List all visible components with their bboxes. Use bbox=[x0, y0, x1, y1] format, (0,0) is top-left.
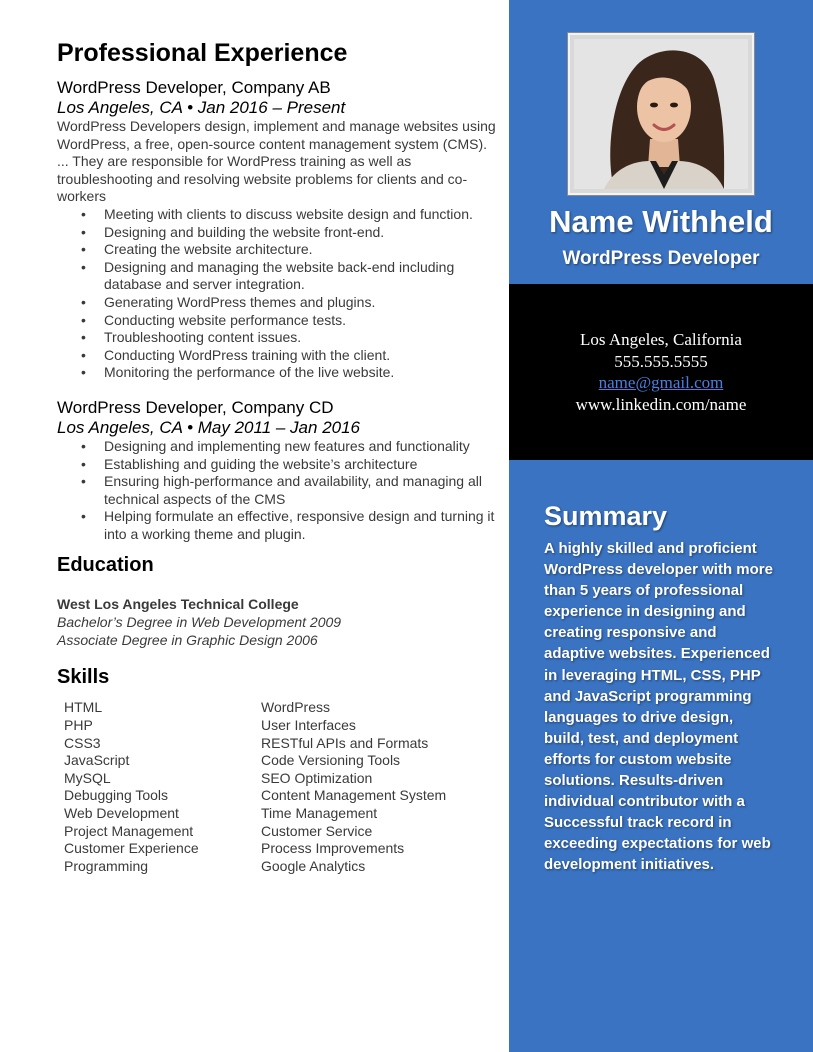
contact-phone: 555.555.5555 bbox=[614, 351, 708, 371]
list-item: • Conducting website performance tests. bbox=[81, 311, 347, 328]
job-description: WordPress Developers design, implement and manage websites using WordPress, a free, open-source content management system (CMS). ... They are responsible for WordPress training as well as troubleshooting and resolving website problems for clients and co-workers bbox=[57, 118, 496, 205]
skills-column-1 bbox=[64, 699, 261, 875]
portrait-photo-icon bbox=[574, 39, 748, 189]
skill-item: Code Versioning Tools bbox=[261, 752, 401, 769]
job-title: WordPress Developer, Company AB bbox=[57, 78, 331, 97]
job-entry bbox=[57, 78, 497, 382]
bullet-icon: • bbox=[81, 473, 86, 490]
skills-grid bbox=[57, 699, 497, 875]
skill-item: WordPress bbox=[261, 699, 330, 716]
list-item: • Designing and building the website front-end. bbox=[81, 223, 385, 240]
bullet-icon: • bbox=[81, 346, 86, 363]
bullet-icon: • bbox=[81, 329, 86, 346]
skill-item: PHP bbox=[64, 717, 93, 734]
skill-item: Project Management bbox=[64, 822, 194, 839]
job-bullets bbox=[57, 206, 497, 382]
bullet-icon: • bbox=[81, 223, 86, 240]
skill-item: HTML bbox=[64, 699, 103, 716]
bullet-icon: • bbox=[81, 205, 86, 222]
list-item: • Ensuring high-performance and availability, and managing all technical aspects of the CMS bbox=[81, 473, 482, 507]
bullet-icon: • bbox=[81, 241, 86, 258]
bullet-icon: • bbox=[81, 437, 86, 454]
job-location-dates: Los Angeles, CA • Jan 2016 – Present bbox=[57, 98, 346, 117]
skill-item: CSS3 bbox=[64, 734, 101, 751]
job-bullets bbox=[57, 438, 497, 544]
contact-location: Los Angeles, California bbox=[580, 330, 742, 349]
bullet-icon: • bbox=[81, 293, 86, 310]
job-entry bbox=[57, 398, 497, 544]
bullet-icon: • bbox=[81, 508, 86, 525]
list-item: • Designing and managing the website back-end including database and server integration. bbox=[81, 258, 455, 293]
contact-panel bbox=[509, 284, 813, 460]
list-item: • Meeting with clients to discuss website design and function. bbox=[81, 205, 473, 222]
bullet-icon: • bbox=[81, 311, 86, 328]
education-heading: Education bbox=[57, 554, 154, 577]
skill-item: Google Analytics bbox=[261, 857, 366, 874]
list-item: • Designing and implementing new features and functionality bbox=[81, 437, 470, 454]
skill-item: JavaScript bbox=[64, 752, 130, 769]
list-item: • Establishing and guiding the website’s architecture bbox=[81, 455, 418, 472]
list-item: • Monitoring the performance of the live website. bbox=[81, 364, 395, 381]
skills-column-2 bbox=[261, 699, 491, 875]
degree: Bachelor’s Degree in Web Development 2009 bbox=[57, 614, 342, 631]
summary-text: A highly skilled and proficient WordPress developer with more than 5 years of professional experience in designing and creating responsive and adaptive websites. Experienced in leveraging HTML, CSS, PHP and JavaScript programming languages to drive design, build, test, and deployment efforts for custom website solutions. Results-driven individual contributor with a Successful track record in exceeding expectations for web development initiatives. bbox=[544, 540, 773, 874]
skill-item: SEO Optimization bbox=[261, 769, 373, 786]
skill-item: RESTful APIs and Formats bbox=[261, 734, 429, 751]
skill-item: Programming bbox=[64, 857, 149, 874]
skill-item: User Interfaces bbox=[261, 717, 356, 734]
skill-item: Debugging Tools bbox=[64, 787, 169, 804]
experience-heading: Professional Experience bbox=[57, 39, 348, 67]
bullet-icon: • bbox=[81, 364, 86, 381]
list-item: • Helping formulate an effective, responsive design and turning it into a working theme and plugin. bbox=[81, 508, 495, 542]
list-item: • Creating the website architecture. bbox=[81, 241, 313, 258]
skill-item: Time Management bbox=[261, 805, 378, 822]
list-item: • Conducting WordPress training with the client. bbox=[81, 346, 391, 363]
contact-linkedin: www.linkedin.com/name bbox=[575, 394, 747, 414]
skills-heading: Skills bbox=[57, 666, 110, 689]
job-location-dates: Los Angeles, CA • May 2011 – Jan 2016 bbox=[57, 417, 361, 437]
bullet-icon: • bbox=[81, 258, 86, 275]
skill-item: Customer Experience bbox=[64, 840, 199, 857]
main-column bbox=[57, 38, 497, 875]
skill-item: Process Improvements bbox=[261, 840, 405, 857]
skill-item: Content Management System bbox=[261, 787, 447, 804]
degree: Associate Degree in Graphic Design 2006 bbox=[57, 632, 318, 649]
contact-email-link[interactable]: name@gmail.com bbox=[598, 373, 724, 392]
school-name: West Los Angeles Technical College bbox=[57, 596, 299, 613]
profile-name: Name Withheld bbox=[549, 204, 773, 239]
profile-photo-frame bbox=[567, 32, 755, 196]
skill-item: Customer Service bbox=[261, 822, 373, 839]
sidebar bbox=[509, 0, 813, 1052]
skill-item: MySQL bbox=[64, 769, 111, 786]
job-title: WordPress Developer, Company CD bbox=[57, 397, 334, 417]
summary-heading: Summary bbox=[544, 501, 668, 531]
list-item: • Generating WordPress themes and plugins. bbox=[81, 293, 376, 310]
list-item: • Troubleshooting content issues. bbox=[81, 329, 302, 346]
bullet-icon: • bbox=[81, 455, 86, 472]
profile-role: WordPress Developer bbox=[562, 248, 760, 269]
skill-item: Web Development bbox=[64, 805, 179, 822]
